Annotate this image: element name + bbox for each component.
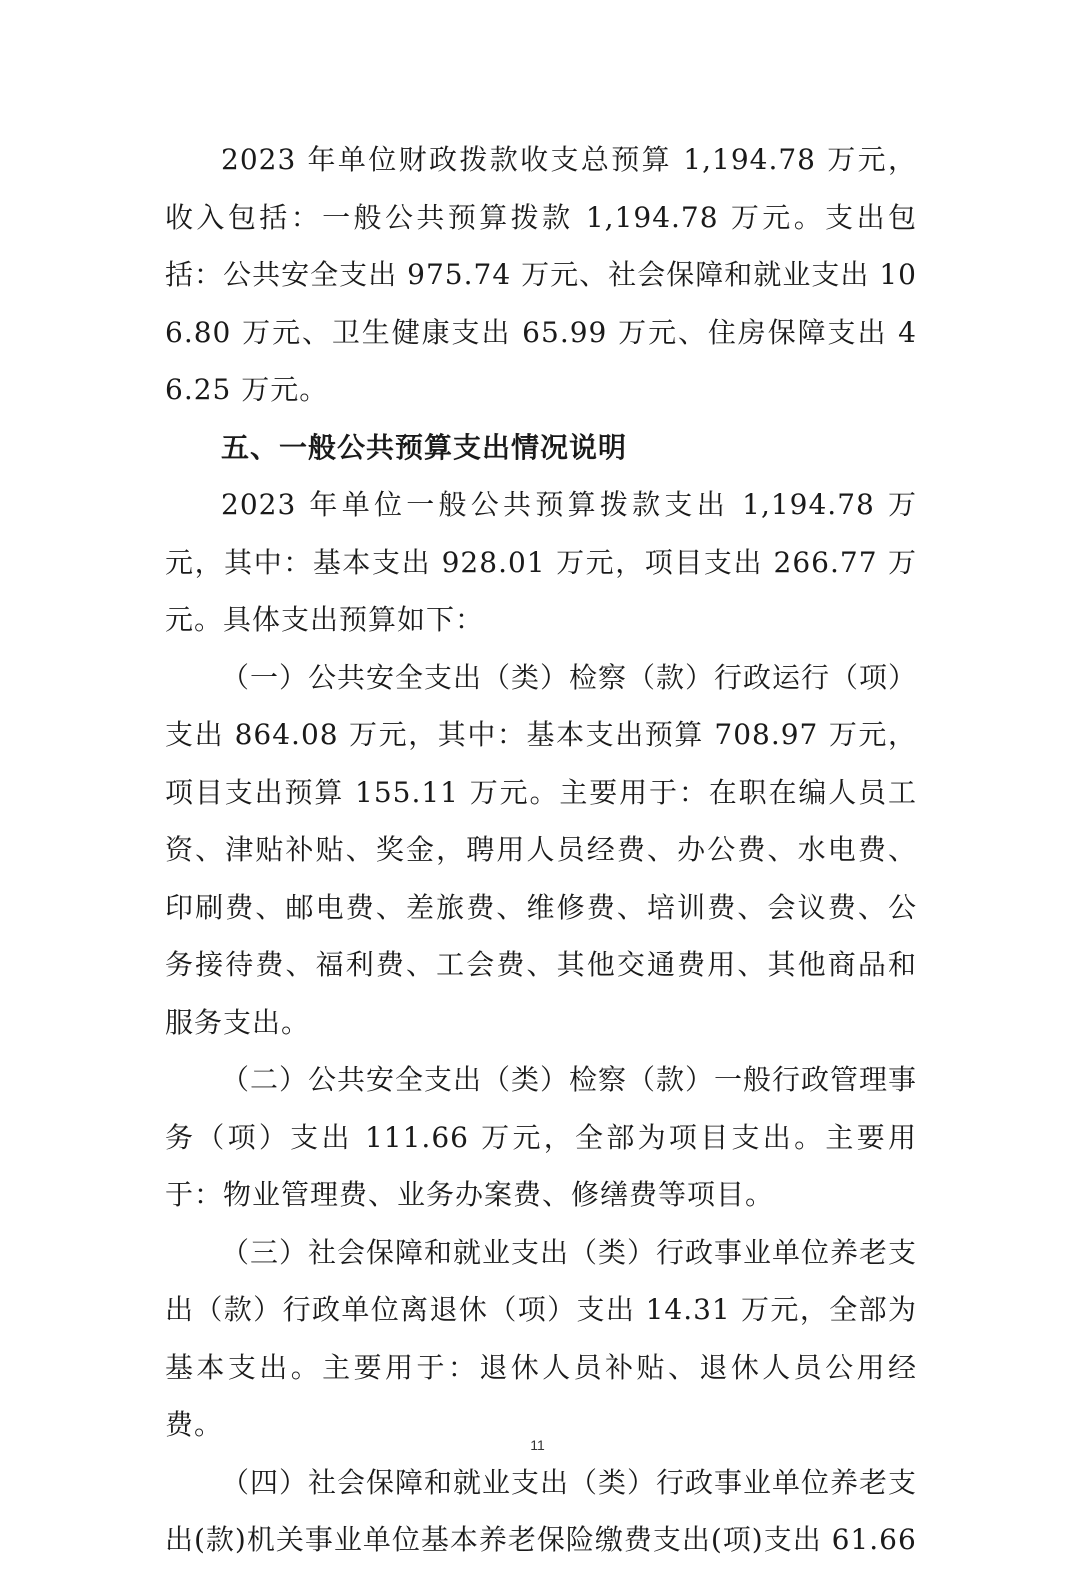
paragraph-item-4: （四）社会保障和就业支出（类）行政事业单位养老支出(款)机关事业单位基本养老保险缴费支出(项)支出 61.66 [165, 1465, 918, 1556]
paragraph-budget-summary: 2023 年单位财政拨款收支总预算 1,194.78 万元，收入包括：一般公共预算拨款 1,194.78 万元。支出包括：公共安全支出 975.74 万元、社会保障和就业支出 106.80 万元、卫生健康支出 65.99 万元、住房保障支出 46.25 万元。 [165, 143, 917, 406]
paragraph-item-1: （一）公共安全支出（类）检察（款）行政运行（项）支出 864.08 万元，其中：基本支出预算 708.97 万元，项目支出预算 155.11 万元。主要用于：在职在编人员工资、津贴补贴、奖金，聘用人员经费、办公费、水电费、印刷费、邮电费、差旅费、维修费、培训费、会议费、公务接待费、福利费、工会费、其他交通费用、其他商品和服务支出。 [165, 660, 918, 1039]
paragraph-general-budget-total: 2023 年单位一般公共预算拨款支出 1,194.78 万元，其中：基本支出 928.01 万元，项目支出 266.77 万元。具体支出预算如下： [165, 488, 917, 636]
paragraph-item-3: （三）社会保障和就业支出（类）行政事业单位养老支出（款）行政单位离退休（项）支出 14.31 万元，全部为基本支出。主要用于：退休人员补贴、退休人员公用经费。 [165, 1235, 918, 1441]
document-body [165, 131, 917, 1569]
paragraph-item-2: （二）公共安全支出（类）检察（款）一般行政管理事务（项）支出 111.66 万元，全部为项目支出。主要用于：物业管理费、业务办案费、修缮费等项目。 [165, 1063, 918, 1211]
section-heading-general-budget-expenditure: 五、一般公共预算支出情况说明 [221, 430, 628, 464]
page-number: 11 [530, 1437, 545, 1453]
